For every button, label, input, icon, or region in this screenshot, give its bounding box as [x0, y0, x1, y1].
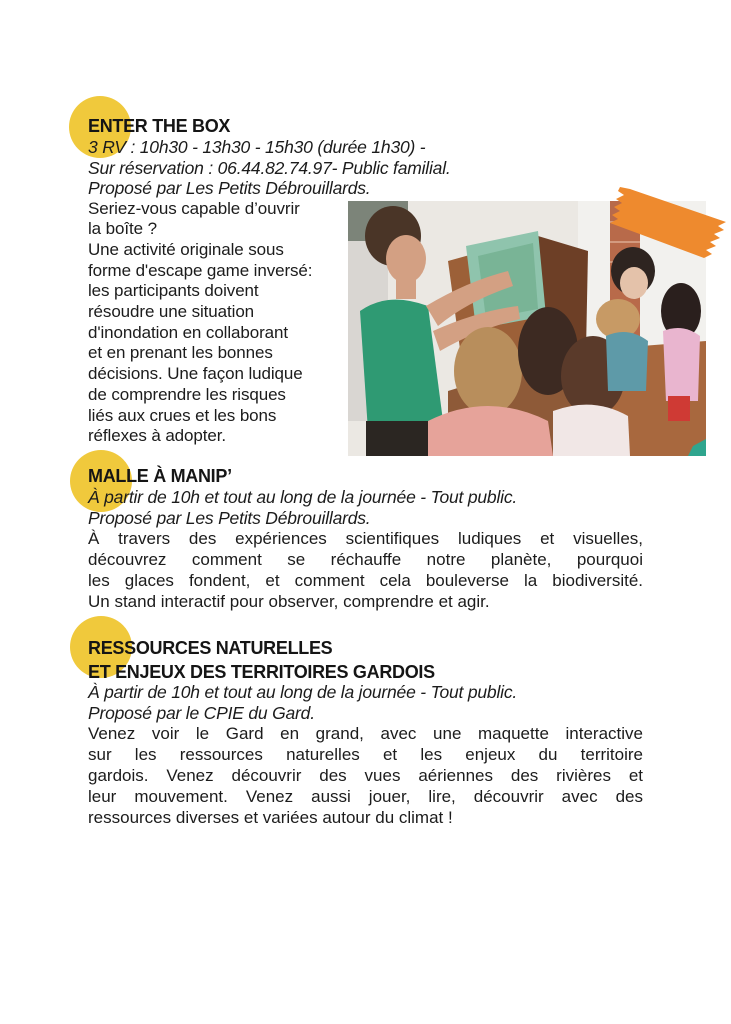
description-line: Un stand interactif pour observer, comprendre et agir. — [88, 592, 490, 611]
description-line: décisions. Une façon ludique — [88, 364, 303, 384]
description-line: et en prenant les bonnes — [88, 343, 273, 363]
description-line: forme d'escape game inversé: — [88, 260, 313, 280]
description-line: gardois. Venez découvrir des vues aériennes des rivières et — [88, 766, 643, 785]
organizer-line: Proposé par le CPIE du Gard. — [88, 702, 315, 723]
description-line: de comprendre les risques — [88, 384, 286, 404]
description-line: d'inondation en collaborant — [88, 322, 288, 342]
description-line: découvrez comment se réchauffe notre planète, pourquoi — [88, 550, 643, 569]
schedule-line: 3 RV : 10h30 - 13h30 - 15h30 (durée 1h30) - — [88, 137, 426, 157]
description-line: Une activité originale sous — [88, 239, 284, 259]
description-line: les glaces fondent, et comment cela bouleverse la biodiversité. — [88, 571, 643, 590]
schedule-line: À partir de 10h et tout au long de la journée - Tout public. — [88, 487, 518, 507]
description-line: sur les ressources naturelles et les enjeux du territoire — [88, 745, 643, 764]
section-malle-a-manip — [88, 464, 643, 612]
description-line: liés aux crues et les bons — [88, 405, 277, 425]
section-title-line-2: ET ENJEUX DES TERRITOIRES GARDOIS — [88, 662, 435, 682]
description-line: résoudre une situation — [88, 302, 255, 322]
organizer-line: Proposé par Les Petits Débrouillards. — [88, 507, 371, 528]
section-description — [88, 528, 643, 612]
description-line: Seriez-vous capable d’ouvrir — [88, 198, 300, 218]
description-line: la boîte ? — [88, 219, 157, 239]
organizer-line: Proposé par Les Petits Débrouillards. — [88, 178, 371, 198]
reservation-line: Sur réservation : 06.44.82.74.97- Public familial. — [88, 157, 451, 178]
description-line: ressources diverses et variées autour du climat ! — [88, 808, 453, 827]
section-title-line-1: RESSOURCES NATURELLES — [88, 638, 333, 658]
description-line: les participants doivent — [88, 281, 259, 301]
orange-tape-decoration-icon — [606, 184, 730, 262]
description-line: Venez voir le Gard en grand, avec une maquette interactive — [88, 724, 643, 743]
section-title: MALLE À MANIP’ — [88, 466, 232, 486]
description-line: À travers des expériences scientifiques ludiques et visuelles, — [88, 529, 643, 548]
description-line: leur mouvement. Venez aussi jouer, lire, découvrir avec des — [88, 787, 643, 806]
section-description — [88, 723, 643, 828]
description-line: réflexes à adopter. — [88, 426, 226, 446]
schedule-line: À partir de 10h et tout au long de la journée - Tout public. — [88, 682, 518, 702]
section-title: ENTER THE BOX — [88, 116, 231, 136]
section-ressources-naturelles — [88, 636, 643, 828]
